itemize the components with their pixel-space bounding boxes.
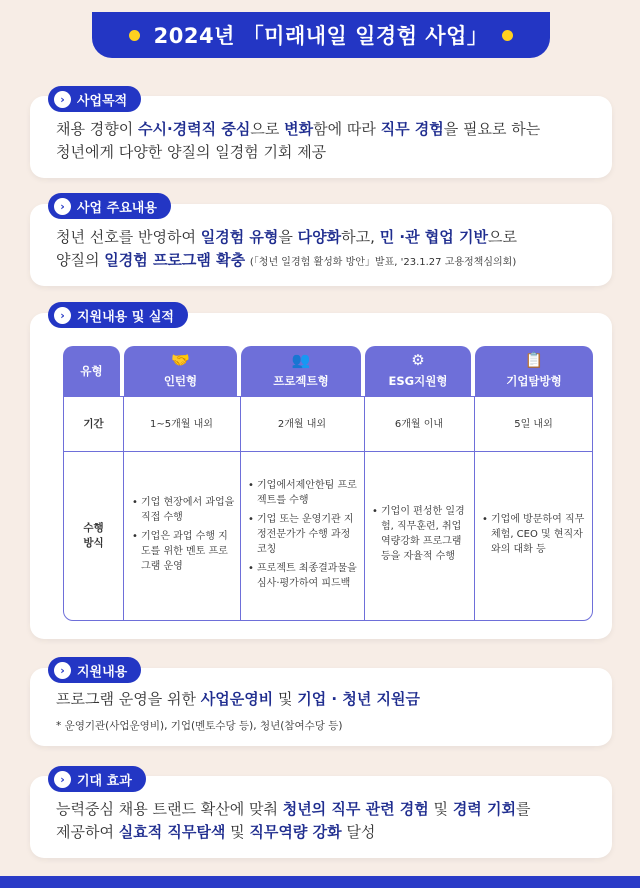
column-intern: 🤝 인턴형 <box>124 346 237 396</box>
method-visit <box>482 451 588 621</box>
right-dot <box>502 30 513 41</box>
title-banner <box>92 12 550 58</box>
period-intern: 1~5개월 내외 <box>150 418 213 430</box>
people-icon: 👥 <box>291 351 311 369</box>
main-content-line1: 청년 선호를 반영하여 일경험 유형을 다양화하고, 민 ·관 협업 기반으로 <box>56 228 517 246</box>
effect-line2: 제공하여 실효적 직무탐색 및 직무역량 강화 달성 <box>56 823 376 841</box>
program-table <box>63 346 593 621</box>
period-visit: 5일 내외 <box>514 418 553 430</box>
list-item: • 기업에 방문하여 직무체험, CEO 및 현직자와의 대화 등 <box>482 512 588 557</box>
main-content-tag: › 사업 주요내용 <box>48 193 171 219</box>
support-note: * 운영기관(사업운영비), 기업(멘토수당 등), 청년(참여수당 등) <box>56 720 343 732</box>
policy-note: (「청년 일경험 활성화 방안」발표, '23.1.27 고용정책심의회) <box>249 257 517 268</box>
effect-line1: 능력중심 채용 트랜드 확산에 맞춰 청년의 직무 관련 경험 및 경력 기회를 <box>56 800 531 818</box>
network-icon: ⚙ <box>411 351 425 369</box>
period-esg: 6개월 이내 <box>394 418 444 430</box>
support-results-tag: › 지원내용 및 실적 <box>48 302 188 328</box>
method-label: 수행 방식 <box>83 522 104 549</box>
support-results-card <box>30 313 612 639</box>
method-intern <box>132 451 236 621</box>
list-item: • 기업 또는 운영기관 지정전문가가 수행 과정 코칭 <box>248 512 360 557</box>
purpose-line2: 청년에게 다양한 양질의 일경험 기회 제공 <box>56 143 327 161</box>
list-item: • 기업에서제안한팀 프로젝트를 수행 <box>248 478 360 508</box>
support-text: 프로그램 운영을 위한 사업운영비 및 기업 · 청년 지원금 <box>56 690 420 708</box>
column-project: 👥 프로젝트형 <box>241 346 361 396</box>
list-item: • 기업이 편성한 일경험, 직무훈련, 취업역량강화 프로그램 등을 자율적 수행 <box>372 504 470 564</box>
period-label: 기간 <box>83 417 104 430</box>
period-project: 2개월 내외 <box>277 418 327 430</box>
purpose-line1: 채용 경향이 수시·경력직 중심으로 변화함에 따라 직무 경험을 필요로 하는 <box>56 120 541 138</box>
list-item: • 프로젝트 최종결과물을 심사·평가하여 피드백 <box>248 561 360 591</box>
table-body <box>63 396 593 621</box>
list-item: • 기업은 과업 수행 지도를 위한 멘토 프로그램 운영 <box>132 529 236 574</box>
type-header: 유형 <box>63 346 120 396</box>
effect-tag: › 기대 효과 <box>48 766 146 792</box>
purpose-tag: › 사업목적 <box>48 86 141 112</box>
bottom-bar <box>0 876 640 888</box>
presenter-icon: 📋 <box>524 351 544 369</box>
method-esg <box>372 451 470 621</box>
page-title: 2024년 「미래내일 일경험 사업」 <box>153 24 489 48</box>
chevron-right-icon: › <box>54 771 71 788</box>
chevron-right-icon: › <box>54 662 71 679</box>
chevron-right-icon: › <box>54 198 71 215</box>
main-content-text <box>56 226 592 274</box>
main-content-line2: 양질의 일경험 프로그램 확충 (「청년 일경험 활성화 방안」발표, '23.1.27 고용정책심의회) <box>56 251 517 269</box>
list-item: • 기업 현장에서 과업을 직접 수행 <box>132 495 236 525</box>
left-dot <box>129 30 140 41</box>
column-visit: 📋 기업탐방형 <box>475 346 593 396</box>
column-esg: ⚙ ESG지원형 <box>365 346 471 396</box>
handshake-icon: 🤝 <box>171 351 190 369</box>
support-tag: › 지원내용 <box>48 657 141 683</box>
chevron-right-icon: › <box>54 91 71 108</box>
effect-text <box>56 798 592 844</box>
method-project <box>248 451 360 621</box>
purpose-text <box>56 118 592 164</box>
chevron-right-icon: › <box>54 307 71 324</box>
